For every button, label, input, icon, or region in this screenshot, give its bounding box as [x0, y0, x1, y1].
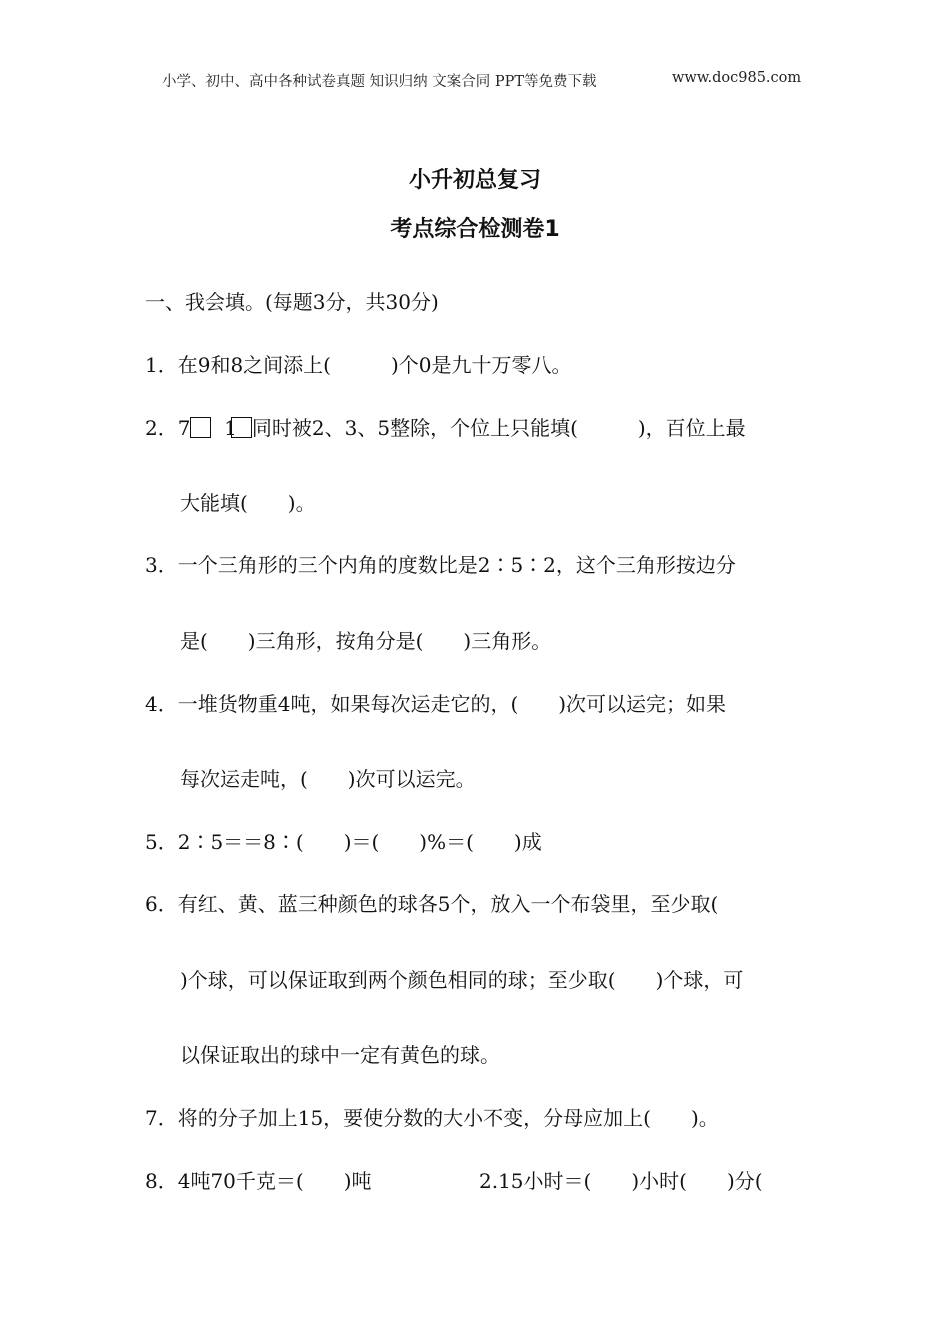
page-title: 小升初总复习 — [408, 168, 541, 193]
question-3-continued: 是( )三角形，按角分是( )三角形。 — [180, 629, 552, 653]
blank-box — [190, 417, 211, 438]
question-4-continued: 每次运走吨，( )次可以运完。 — [180, 767, 476, 791]
question-2-prefix: 2．7 — [145, 416, 191, 440]
question-4: 4．一堆货物重4吨，如果每次运走它的，( )次可以运完；如果 — [145, 692, 727, 716]
question-8-part-a: 8．4吨70千克＝( )吨 — [145, 1169, 372, 1193]
question-5: 5．2∶5＝＝8∶( )＝( )%＝( )成 — [145, 830, 542, 854]
header-note: 小学、初中、高中各种试卷真题 知识归纳 文案合同 PPT等免费下载 — [162, 74, 597, 90]
question-2-continued: 大能填( )。 — [180, 491, 316, 515]
page-subtitle: 考点综合检测卷1 — [390, 217, 560, 242]
question-6-continued-2: 以保证取出的球中一定有黄色的球。 — [180, 1043, 500, 1067]
question-6-continued-1: )个球，可以保证取到两个颜色相同的球；至少取( )个球，可 — [180, 968, 744, 992]
header-url[interactable]: www.doc985.com — [672, 70, 802, 86]
question-3: 3．一个三角形的三个内角的度数比是2∶5∶2，这个三角形按边分 — [145, 553, 736, 577]
question-2-text: 同时被2、3、5整除，个位上只能填( )，百位上最 — [251, 416, 746, 440]
question-6: 6．有红、黄、蓝三种颜色的球各5个，放入一个布袋里，至少取( — [145, 892, 719, 916]
question-2 — [145, 414, 746, 442]
blank-box — [231, 417, 252, 438]
question-2-middle: 1 — [224, 416, 237, 440]
question-1: 1．在9和8之间添上( )个0是九十万零八。 — [145, 353, 572, 377]
question-7: 7．将的分子加上15，要使分数的大小不变，分母应加上( )。 — [145, 1106, 719, 1130]
question-8-part-b: 2.15小时＝( )小时( )分( — [479, 1169, 763, 1193]
section-heading: 一、我会填。(每题3分，共30分) — [145, 290, 439, 314]
